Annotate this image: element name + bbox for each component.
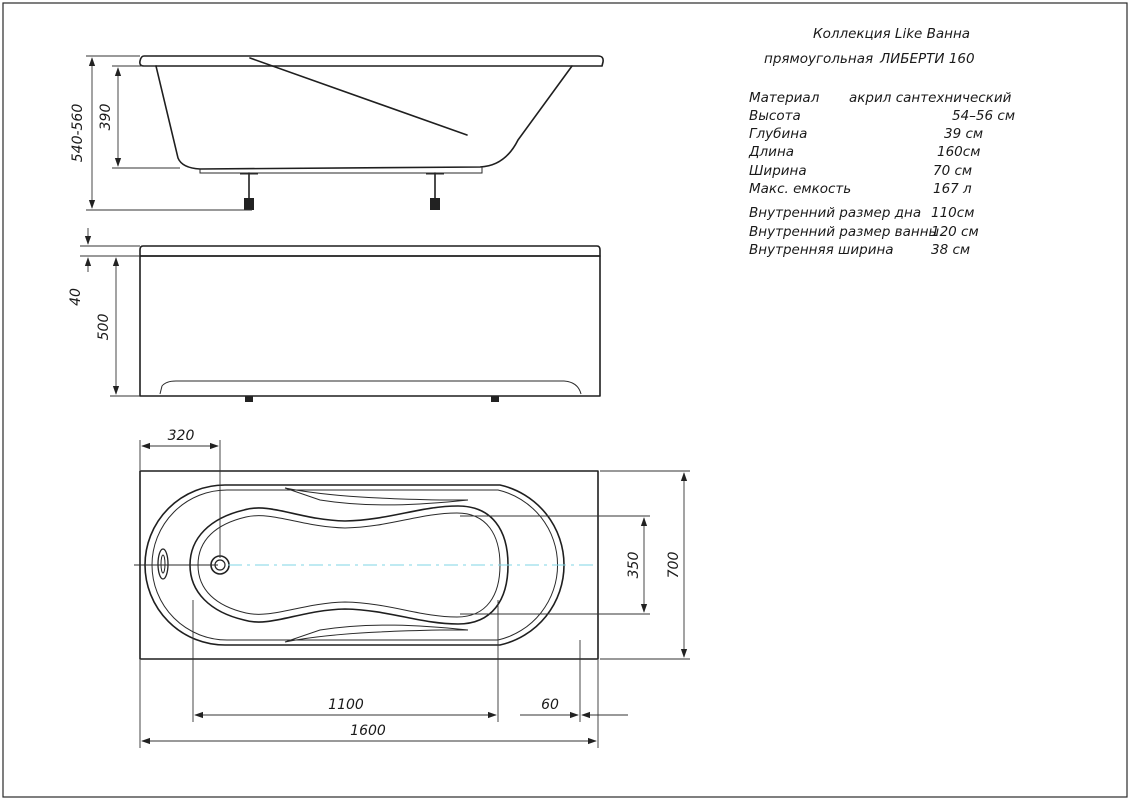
- spec-value: 110см: [931, 205, 975, 221]
- spec-value: 160см: [937, 144, 981, 160]
- collection-title: Коллекция Like Ванна: [813, 26, 971, 42]
- dim-top-end-offset: 60: [541, 697, 559, 713]
- side-view: [70, 56, 603, 210]
- spec-label: Внутренний размер ванны: [749, 224, 940, 240]
- dim-top-inner-width: 350: [626, 551, 642, 579]
- side-view-backrest-line: [250, 58, 467, 135]
- spec-label: Макс. емкость: [749, 181, 852, 197]
- overflow-icon: [158, 549, 168, 579]
- dim-front-rim: 40: [68, 288, 84, 306]
- spec-value: акрил сантехнический: [849, 90, 1012, 106]
- spec-value: 167 л: [933, 181, 972, 197]
- side-view-leg-right: [426, 173, 444, 210]
- spec-row: [749, 108, 1015, 124]
- top-view: [134, 428, 690, 748]
- dim-top-drain-offset: 320: [167, 428, 195, 444]
- spec-row: [749, 181, 972, 197]
- spec-label: Длина: [749, 144, 795, 160]
- spec-label: Материал: [749, 90, 820, 106]
- front-view-skirt-curve: [160, 381, 581, 394]
- side-view-rim: [140, 56, 603, 66]
- spec-row: [749, 242, 970, 258]
- spec-label: Внутренний размер дна: [749, 205, 922, 221]
- dim-top-total-width: 700: [666, 551, 682, 579]
- spec-value: 120 см: [931, 224, 979, 240]
- spec-row: [748, 144, 980, 160]
- spec-row: [749, 126, 983, 142]
- spec-label: Глубина: [749, 126, 808, 142]
- spec-value: 39 см: [944, 126, 984, 142]
- front-view: [68, 228, 600, 402]
- spec-label: Внутренняя ширина: [749, 242, 894, 258]
- spec-row: [749, 90, 1012, 106]
- top-view-armrest-upper: [285, 488, 468, 505]
- dim-top-total-length: 1600: [350, 723, 386, 739]
- front-view-rim: [140, 246, 600, 256]
- spec-label: Ширина: [749, 163, 807, 179]
- side-view-body: [156, 66, 572, 169]
- dim-side-depth: 390: [98, 103, 114, 131]
- spec-value: 54–56 см: [952, 108, 1016, 124]
- side-view-leg-left: [240, 173, 258, 210]
- model-name: ЛИБЕРТИ 160: [880, 51, 975, 67]
- spec-value: 38 см: [931, 242, 971, 258]
- dim-side-total-height: 540-560: [70, 103, 86, 163]
- spec-row: [749, 205, 974, 221]
- top-view-armrest-lower: [285, 625, 468, 642]
- dim-top-inner-length: 1100: [328, 697, 364, 713]
- front-view-panel: [140, 256, 600, 396]
- spec-label: Высота: [749, 108, 801, 124]
- front-view-feet: [245, 396, 499, 402]
- spec-row: [749, 163, 972, 179]
- bath-type: прямоугольная: [764, 51, 874, 67]
- spec-row: [749, 224, 979, 240]
- spec-value: 70 см: [933, 163, 973, 179]
- dim-front-height: 500: [96, 313, 112, 341]
- title-block: [764, 26, 975, 67]
- spec-list: [748, 90, 1015, 258]
